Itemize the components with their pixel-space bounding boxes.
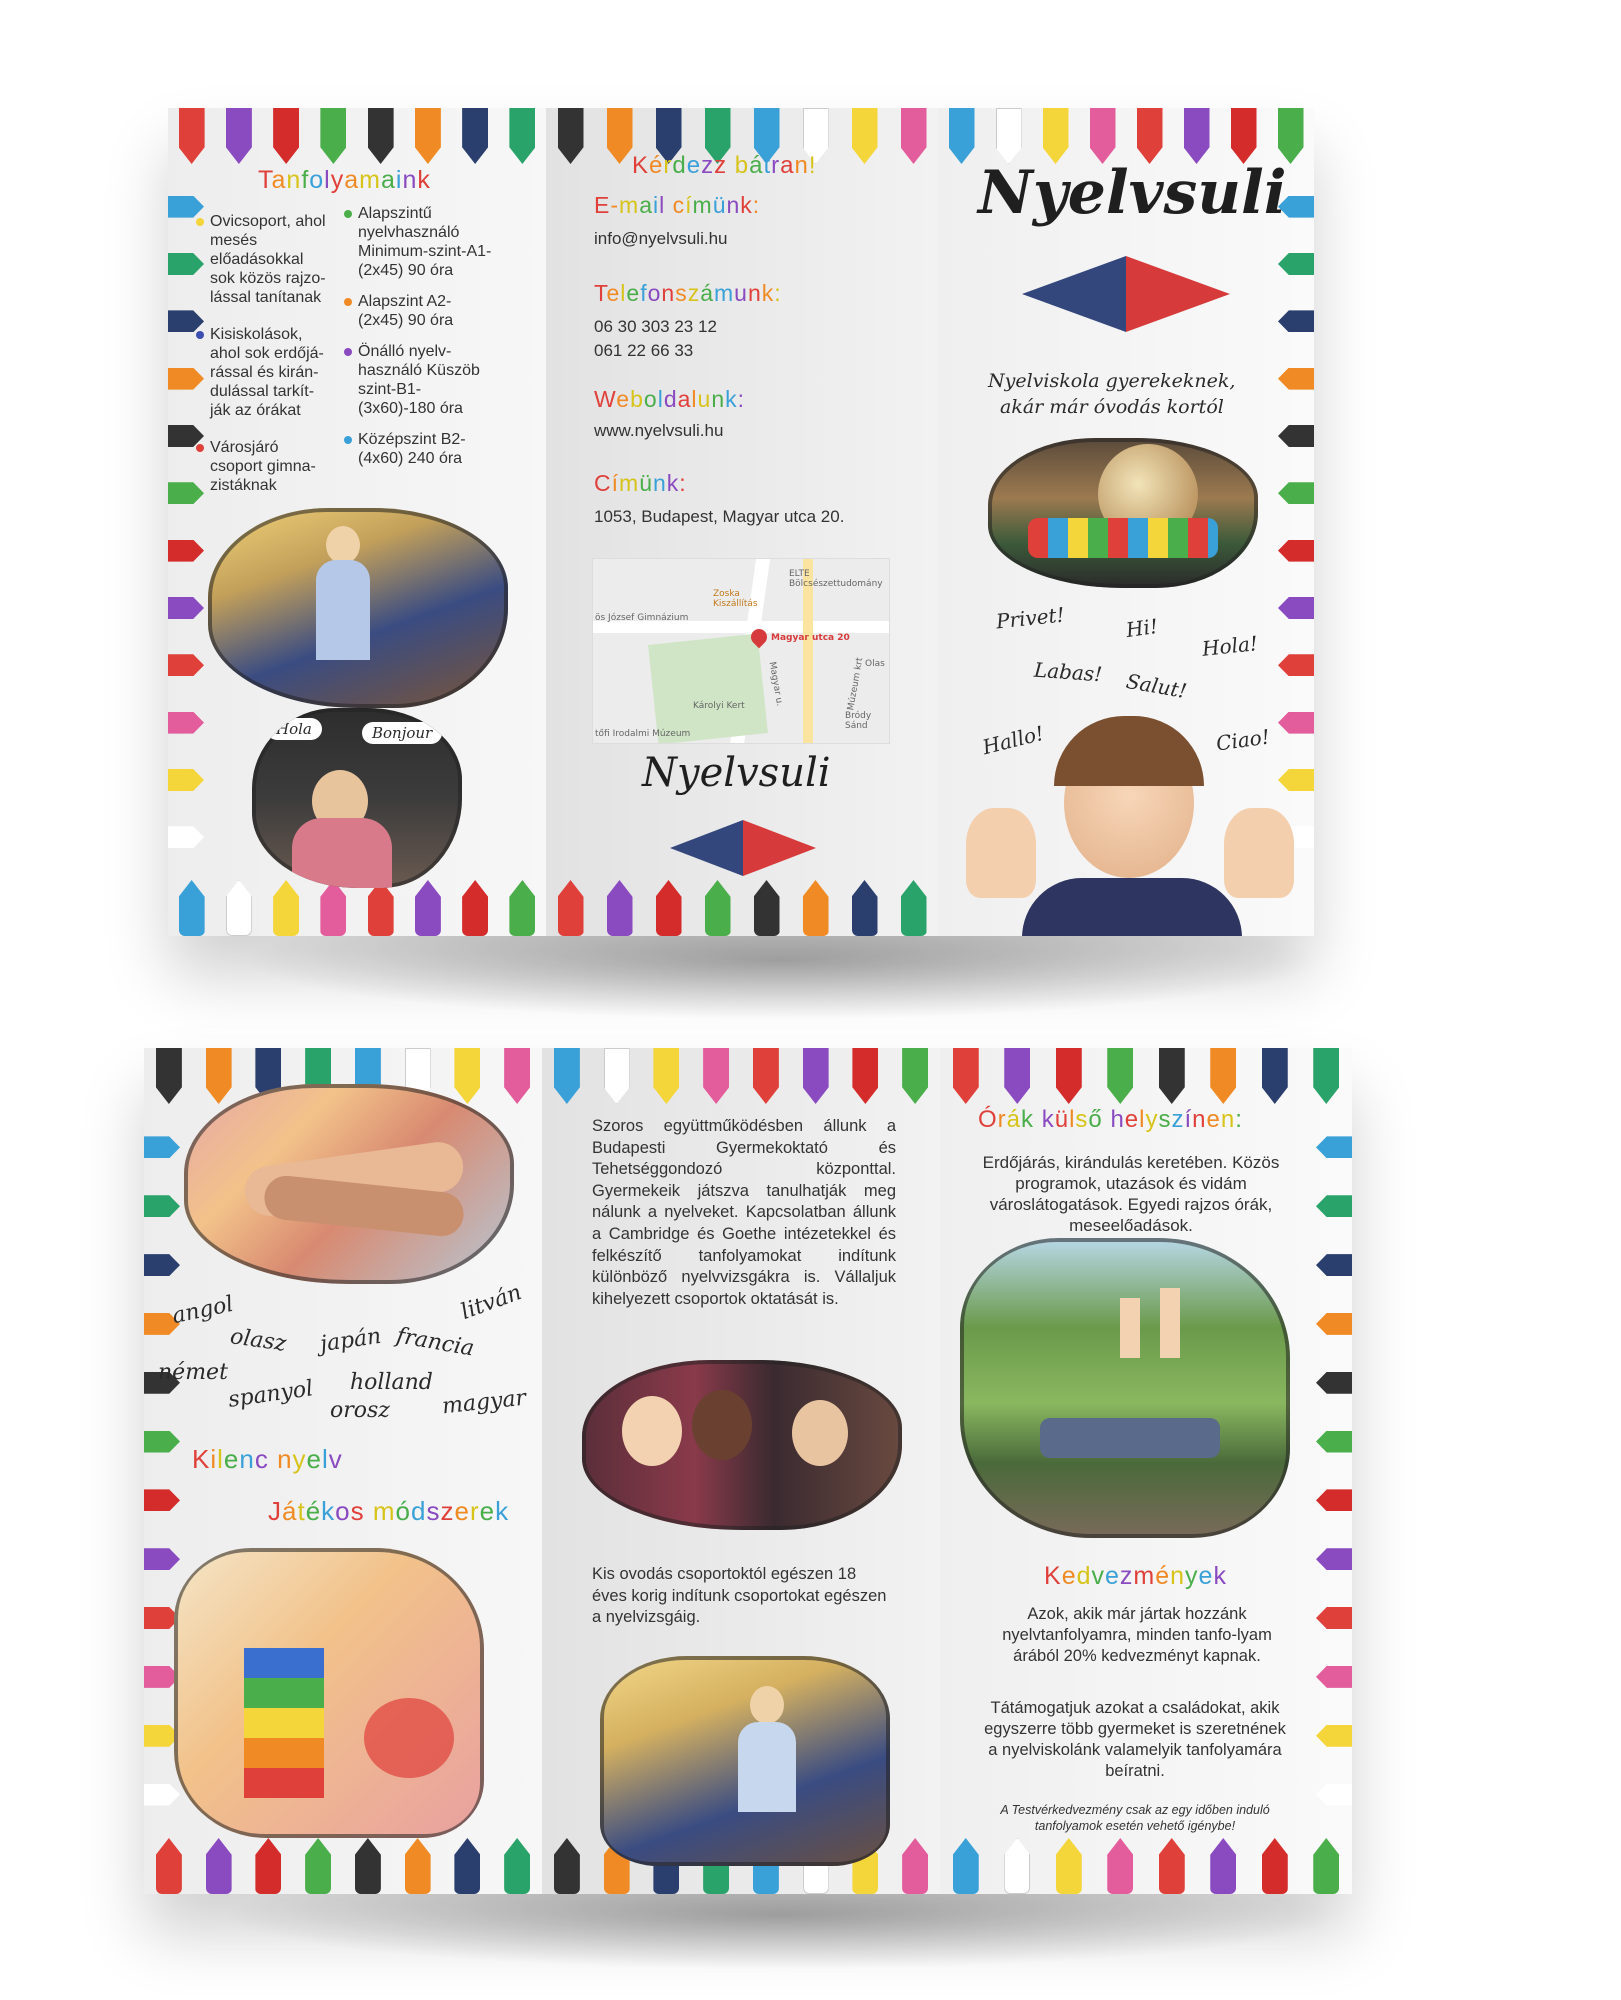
crayon-decoration [1043, 108, 1069, 164]
crayon-decoration [206, 1838, 232, 1894]
chalkboard-photo [252, 708, 462, 888]
map-label: Múzeum krt [846, 656, 866, 712]
map-label: Zoska Kiszállítás [713, 589, 758, 609]
crayon-decoration [1090, 108, 1116, 164]
crayon-decoration [996, 108, 1022, 164]
course-item: Önálló nyelv-használó Küszöb szint-B1-(3x60)-180 óra [344, 342, 494, 418]
crayon-decoration [1210, 1048, 1236, 1104]
outdoor-discounts-panel [940, 1048, 1352, 1894]
crayon-row-top [940, 1048, 1352, 1112]
crayon-decoration [1231, 108, 1257, 164]
crayon-decoration [415, 108, 441, 164]
crayon-decoration [144, 1548, 180, 1570]
map-label: ELTE Bölcsészettudomány [789, 569, 883, 589]
map-label: Károlyi Kert [693, 701, 745, 711]
contact-title: Kérdezz bátran! [632, 152, 817, 179]
location-map [592, 558, 890, 744]
courses-list-right [344, 204, 494, 480]
crayon-decoration [405, 1838, 431, 1894]
crayon-decoration [1316, 1372, 1352, 1394]
course-item: Kisiskolások, ahol sok erdőjá-rással és kirán-dulással tarkít-ják az órákat [196, 325, 332, 420]
greeting-salut: Salut! [1124, 668, 1189, 704]
crayon-decoration [144, 1489, 180, 1511]
crayon-decoration [1137, 108, 1163, 164]
crayon-decoration [504, 1048, 530, 1104]
greeting-hi: Hi! [1124, 613, 1160, 643]
crayon-decoration [320, 880, 346, 936]
map-label: ös József Gimnázium [595, 613, 689, 623]
crayon-decoration [1316, 1489, 1352, 1511]
map-label: Magyar u. [766, 660, 785, 708]
crayon-decoration [1107, 1048, 1133, 1104]
singing-kids-photo [582, 1360, 902, 1530]
crayon-decoration [1056, 1048, 1082, 1104]
greeting-hallo: Hallo! [980, 720, 1047, 760]
crayon-decoration [607, 880, 633, 936]
crayon-row-bottom [940, 1830, 1352, 1894]
language-spanyol: spanyol [226, 1376, 315, 1413]
email-label: E-mail címünk: [594, 192, 761, 218]
language-orosz: orosz [330, 1398, 390, 1423]
crayon-decoration [1316, 1431, 1352, 1453]
crayon-decoration [504, 1838, 530, 1894]
email-value: info@nyelvsuli.hu [594, 229, 728, 248]
crayon-decoration [1316, 1666, 1352, 1688]
discounts-note: A Testvérkedvezmény csak az egy időben induló tanfolyamok esetén vehető igénybe! [1000, 1803, 1270, 1833]
crayon-decoration [1184, 108, 1210, 164]
crayon-row-bottom [546, 872, 938, 936]
language-angol: angol [170, 1291, 236, 1330]
nine-languages-title: Kilenc nyelv [192, 1444, 343, 1474]
crayon-decoration [156, 1838, 182, 1894]
crayon-decoration [1316, 1136, 1352, 1158]
cover-logo: Nyelvsuli [978, 158, 1287, 228]
crayon-decoration [754, 880, 780, 936]
courses-list-left [196, 212, 332, 507]
crayon-decoration [901, 108, 927, 164]
crayon-decoration [320, 108, 346, 164]
brochure-outside [168, 108, 1314, 936]
crayon-decoration [1313, 1838, 1339, 1894]
crayon-decoration [902, 1048, 928, 1104]
website-label: Weboldalunk: [594, 386, 746, 412]
crayon-decoration [1159, 1838, 1185, 1894]
language-olasz: olasz [228, 1324, 288, 1357]
crayon-decoration [1278, 310, 1314, 332]
crayon-decoration [509, 108, 535, 164]
crayon-decoration [1004, 1048, 1030, 1104]
discounts-paragraph-1: Azok, akik már jártak hozzánk nyelvtanfolyamra, minden tanfo-lyam árából 20% kedvezményt kapnak. [1002, 1605, 1272, 1665]
crayon-decoration [462, 880, 488, 936]
crayon-decoration [144, 1136, 180, 1158]
phone-label: Telefonszámunk: [594, 280, 782, 306]
crayon-decoration [509, 880, 535, 936]
crayon-decoration [1056, 1838, 1082, 1894]
crayon-row-top [542, 1048, 940, 1112]
crayon-decoration [953, 1048, 979, 1104]
crayon-decoration [852, 1048, 878, 1104]
crayon-decoration [656, 880, 682, 936]
crayon-decoration [1159, 1048, 1185, 1104]
cover-tagline-line2: akár már óvodás kortól [1000, 396, 1224, 418]
crayon-decoration [653, 1048, 679, 1104]
greeting-privet: Privet! [994, 602, 1066, 634]
language-litvan: litván [457, 1280, 526, 1325]
crayon-decoration [1278, 253, 1314, 275]
crayon-decoration [305, 1838, 331, 1894]
crayon-decoration [703, 1048, 729, 1104]
stacked-hands-photo [184, 1084, 514, 1284]
crayon-decoration [179, 108, 205, 164]
map-label: Bródy Sánd [845, 711, 872, 731]
crayon-decoration [415, 880, 441, 936]
languages-panel [144, 1048, 542, 1894]
course-item: Alapszint A2-(2x45) 90 óra [344, 292, 494, 330]
crayon-decoration [368, 880, 394, 936]
outdoor-text: Erdőjárás, kirándulás keretében. Közös programok, utazások és vidám városlátogatások. Egyedi rajzos órák, meseelőadások. [982, 1153, 1280, 1235]
crayon-decoration [558, 880, 584, 936]
language-magyar: magyar [440, 1385, 528, 1420]
cover-tagline-line1: Nyelviskola gyerekeknek, [988, 370, 1236, 392]
crayon-decoration [1316, 1254, 1352, 1276]
crayon-decoration [1210, 1838, 1236, 1894]
discounts-paragraph-2: Tátámogatjuk azokat a családokat, akik egyszerre több gyermeket is szeretnének a nyelviskolánk valamelyik tanfolyamára beíratni. [984, 1699, 1286, 1780]
crayon-decoration [1278, 597, 1314, 619]
language-nemet: német [158, 1360, 228, 1385]
crayon-row-top [168, 108, 546, 172]
language-japan: japán [318, 1323, 383, 1358]
crayon-row-bottom [144, 1830, 542, 1894]
course-item: Városjáró csoport gimna-zistáknak [196, 438, 332, 495]
crayon-decoration [168, 826, 204, 848]
language-holland: holland [350, 1370, 433, 1395]
crayon-decoration [462, 108, 488, 164]
crayon-decoration [1278, 108, 1304, 164]
bubble-hola: Hola [266, 718, 322, 740]
crayon-decoration [705, 880, 731, 936]
map-pin-label: Magyar utca 20 [771, 633, 850, 643]
crayon-decoration [273, 880, 299, 936]
crayon-decoration [558, 108, 584, 164]
crayon-decoration [454, 1838, 480, 1894]
map-label: Olas [865, 659, 885, 669]
outdoor-photo [960, 1238, 1290, 1538]
cover-logo-diamond [1022, 256, 1230, 332]
greeting-hola: Hola! [1200, 631, 1259, 661]
phone-value-1: 06 30 303 23 12 [594, 317, 717, 336]
greeting-labas: Labas! [1033, 657, 1103, 687]
course-item: Középszint B2-(4x60) 240 óra [344, 430, 494, 468]
crayon-decoration [901, 880, 927, 936]
crayon-decoration [226, 880, 252, 936]
crayon-decoration [168, 769, 204, 791]
bubble-bonjour: Bonjour [362, 722, 442, 744]
phone-value-2: 061 22 66 33 [594, 341, 694, 360]
crayon-decoration [144, 1254, 180, 1276]
greeting-ciao: Ciao! [1214, 724, 1272, 756]
language-francia: francia [394, 1323, 476, 1362]
courses-title: Tanfolyamaink [258, 166, 431, 194]
globe-toys-photo [988, 438, 1258, 588]
crayon-decoration [1278, 540, 1314, 562]
crayon-decoration [168, 540, 204, 562]
crayon-decoration [607, 108, 633, 164]
crayon-decoration [1262, 1838, 1288, 1894]
crayon-decoration [1278, 482, 1314, 504]
crayon-decoration [168, 597, 204, 619]
crayon-decoration [1107, 1838, 1133, 1894]
crayon-decoration [156, 1048, 182, 1104]
contact-panel [546, 108, 938, 936]
crayon-decoration [803, 880, 829, 936]
crayon-decoration [803, 1048, 829, 1104]
crayon-decoration [206, 1048, 232, 1104]
crayon-decoration [852, 108, 878, 164]
outdoor-title: Órák külső helyszínen: [978, 1106, 1243, 1133]
discounts-title: Kedvezmények [1044, 1562, 1227, 1590]
playful-methods-title: Játékos módszerek [268, 1496, 510, 1526]
crayon-decoration [953, 1838, 979, 1894]
about-paragraph-2: Kis ovodás csoportoktól egészen 18 éves korig indítunk csoportokat egészen a nyelvizsgáig. [592, 1565, 887, 1627]
crayon-column-right [1312, 1118, 1352, 1824]
building-blocks-photo [174, 1548, 484, 1838]
classroom-kids-photo [600, 1656, 890, 1866]
crayon-decoration [604, 1048, 630, 1104]
crayon-decoration [1278, 368, 1314, 390]
smiling-girl-photo [962, 708, 1302, 936]
crayon-decoration [1262, 1048, 1288, 1104]
contact-logo: Nyelvsuli [642, 750, 831, 796]
crayon-decoration [179, 880, 205, 936]
crayon-decoration [168, 654, 204, 676]
crayon-decoration [1316, 1784, 1352, 1806]
crayon-decoration [255, 1838, 281, 1894]
crayon-decoration [1004, 1838, 1030, 1894]
address-label: Címünk: [594, 470, 687, 496]
course-item: Ovicsoport, ahol mesés előadásokkal sok közös rajzo-lással tanítanak [196, 212, 332, 307]
cover-panel [938, 108, 1314, 936]
crayon-decoration [1278, 425, 1314, 447]
crayon-decoration [1316, 1607, 1352, 1629]
crayon-decoration [368, 108, 394, 164]
map-label: tőfi Irodalmi Múzeum [595, 729, 691, 739]
crayon-decoration [1313, 1048, 1339, 1104]
course-item: Alapszintű nyelvhasználó Minimum-szint-A1-(2x45) 90 óra [344, 204, 494, 280]
crayon-decoration [273, 108, 299, 164]
crayon-decoration [1316, 1548, 1352, 1570]
crayon-decoration [1316, 1313, 1352, 1335]
classroom-photo [208, 508, 508, 708]
crayon-decoration [226, 108, 252, 164]
crayon-decoration [1316, 1725, 1352, 1747]
courses-panel [168, 108, 546, 936]
crayon-decoration [355, 1838, 381, 1894]
crayon-decoration [144, 1195, 180, 1217]
crayon-decoration [902, 1838, 928, 1894]
crayon-decoration [1316, 1195, 1352, 1217]
crayon-decoration [949, 108, 975, 164]
contact-logo-diamond [670, 820, 816, 876]
crayon-decoration [554, 1048, 580, 1104]
crayon-decoration [554, 1838, 580, 1894]
crayon-decoration [144, 1431, 180, 1453]
about-panel [542, 1048, 940, 1894]
website-value: www.nyelvsuli.hu [594, 421, 724, 440]
crayon-decoration [1278, 654, 1314, 676]
address-value: 1053, Budapest, Magyar utca 20. [594, 507, 845, 526]
crayon-decoration [753, 1048, 779, 1104]
brochure-inside [144, 1048, 1352, 1894]
about-paragraph-1: Szoros együttműködésben állunk a Budapesti Gyermekoktató és Tehetséggondozó központtal. Gyermekeik játszva tanulhatják meg nálunk a nyelveket. Kapcsolatban állunk a Cambridge és Goethe intézetekkel és felkészítő tanfolyamokat indítunk különböző nyelvvizsgákra is. Vállaljuk kihelyezett csoportok oktatását is. [592, 1117, 896, 1308]
crayon-decoration [852, 880, 878, 936]
crayon-decoration [168, 712, 204, 734]
